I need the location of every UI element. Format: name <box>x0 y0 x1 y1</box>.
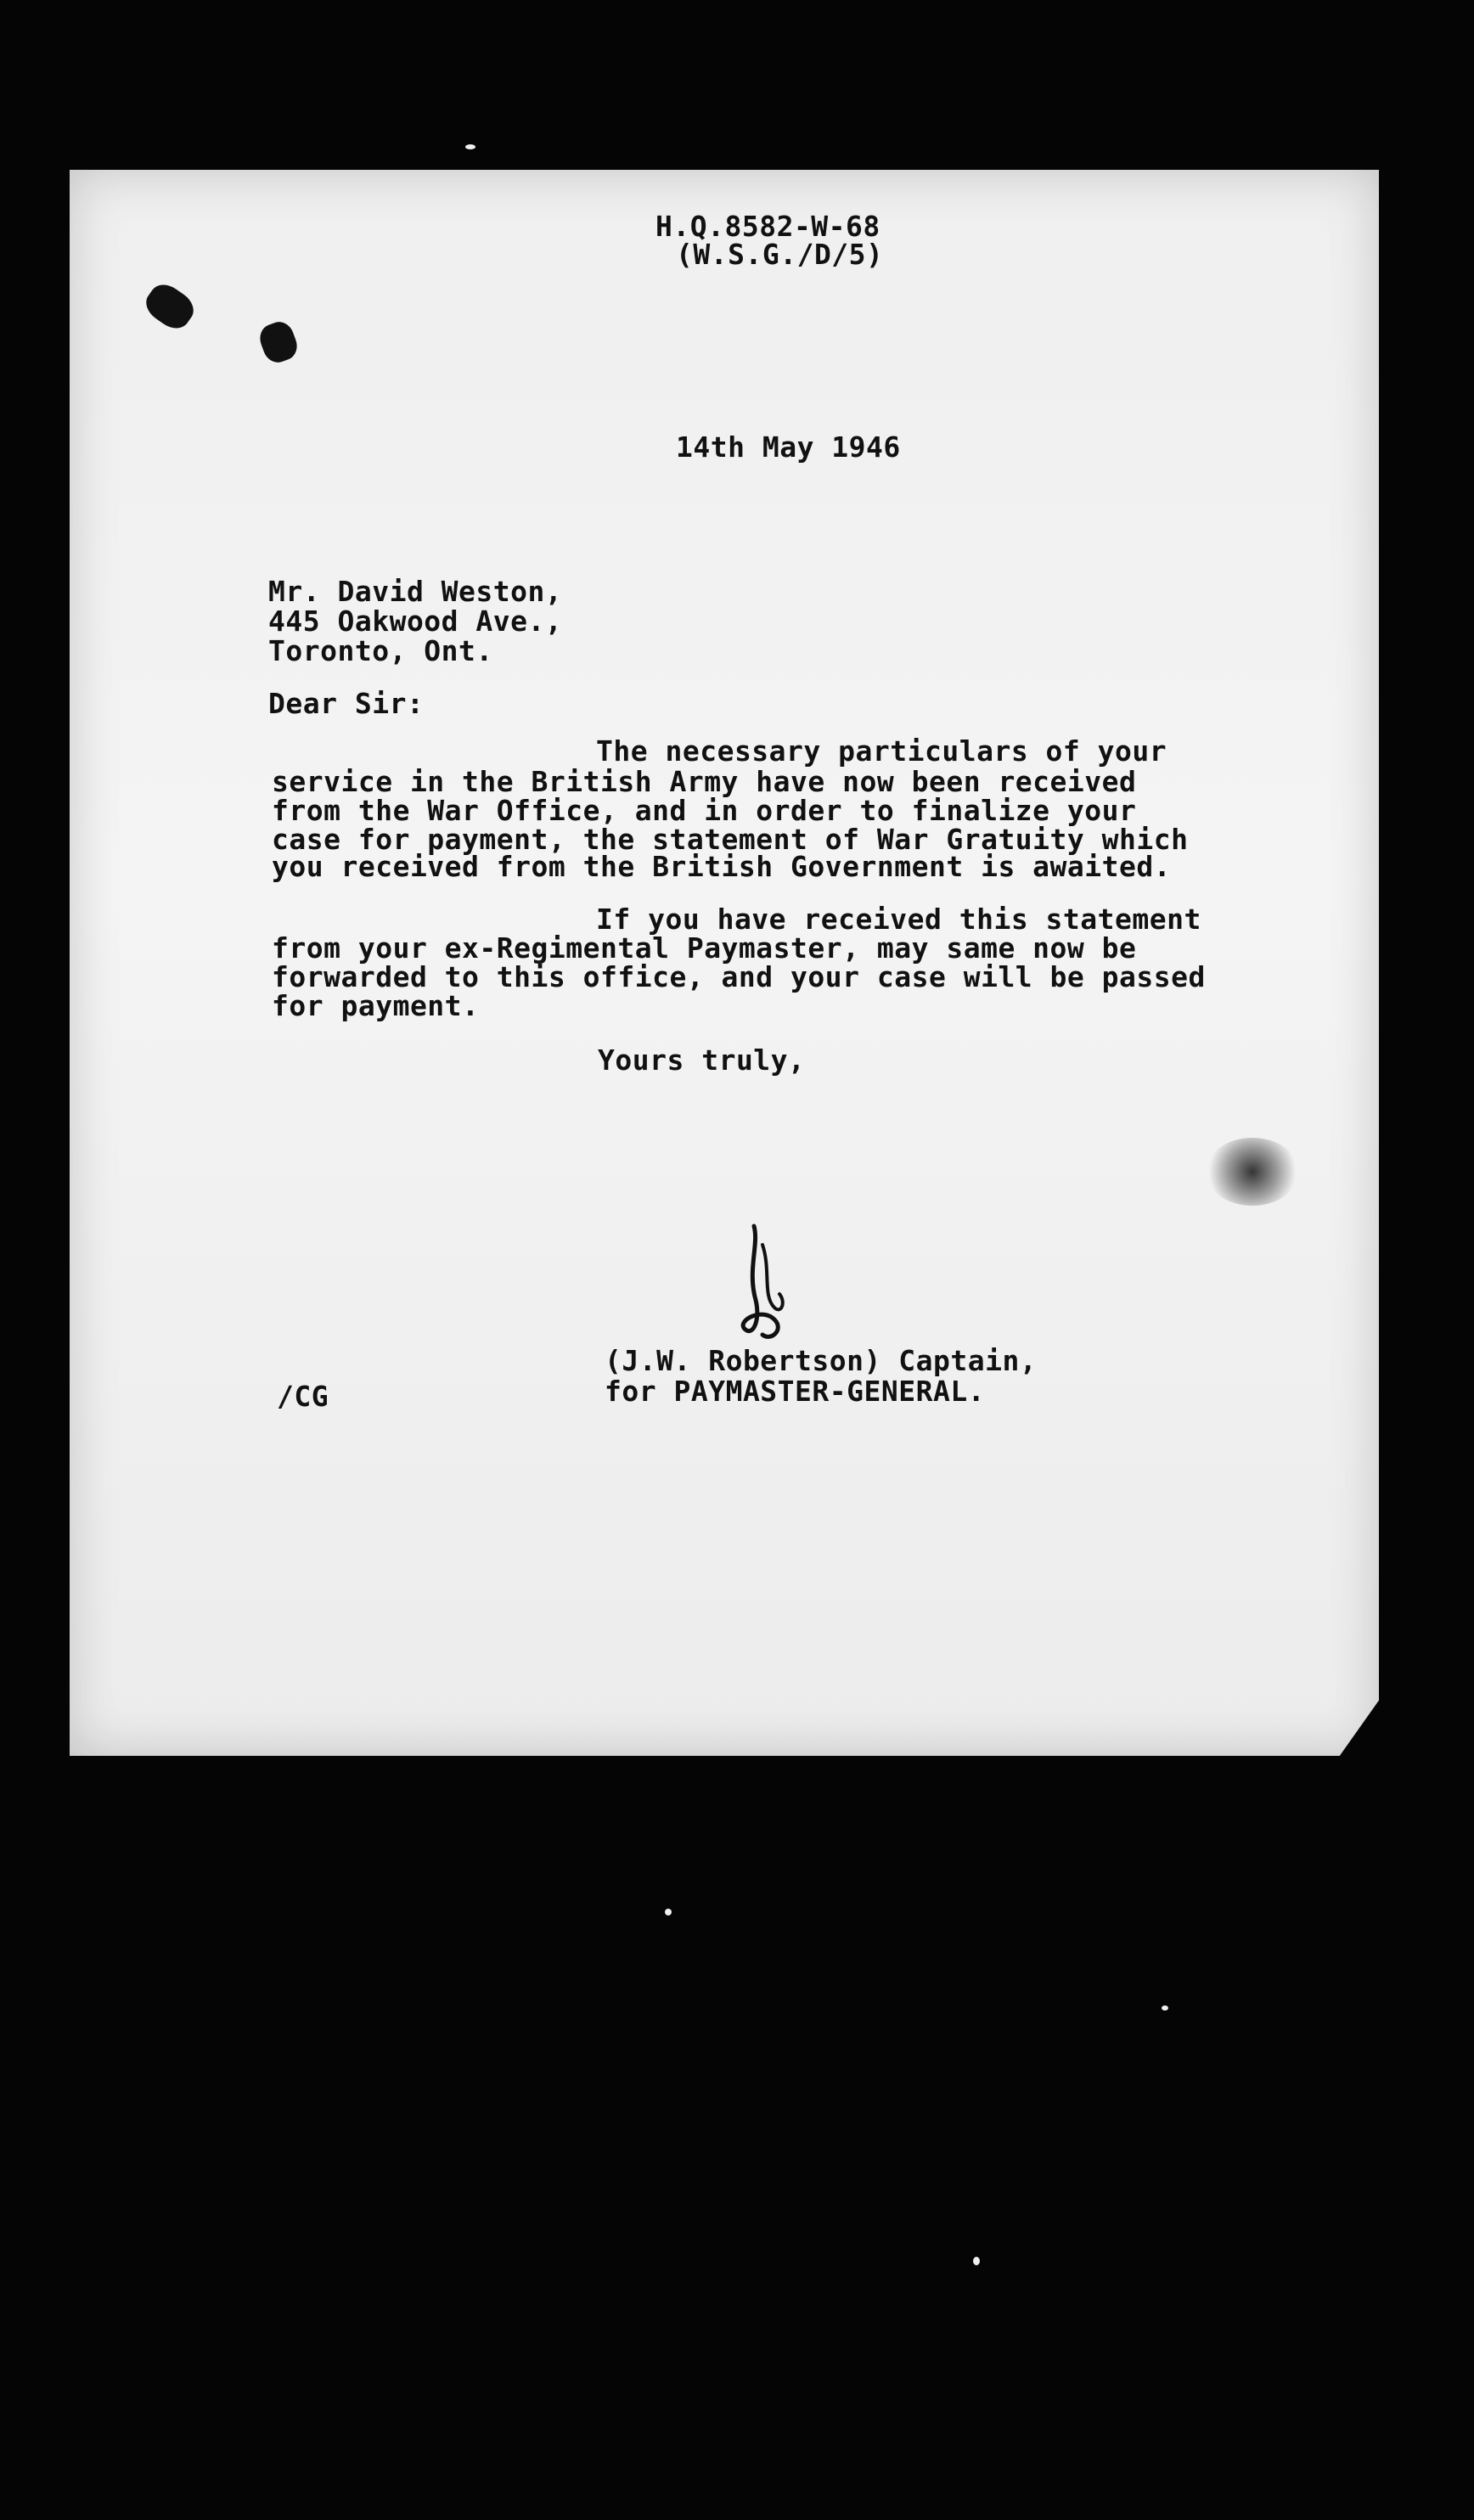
file-reference-sub: (W.S.G./D/5) <box>676 238 884 271</box>
ink-smudge <box>1206 1138 1299 1206</box>
paragraph-2-line: If you have received this statement <box>596 903 1201 936</box>
dust-speck <box>1162 2005 1168 2011</box>
paragraph-1-line: service in the British Army have now been received <box>272 765 1137 798</box>
signer-title: for PAYMASTER-GENERAL. <box>605 1375 986 1408</box>
paragraph-1-line: you received from the British Government is awaited. <box>272 850 1172 883</box>
letter-date: 14th May 1946 <box>676 430 901 464</box>
signer-name: (J.W. Robertson) Captain, <box>605 1344 1038 1377</box>
paragraph-1-line: The necessary particulars of your <box>596 734 1167 768</box>
paragraph-2-line: from your ex-Regimental Paymaster, may same now be <box>272 931 1137 965</box>
typist-initials: /CG <box>277 1380 329 1413</box>
paragraph-2-line: for payment. <box>272 989 480 1022</box>
dust-speck <box>665 1909 672 1915</box>
handwritten-signature <box>737 1219 796 1347</box>
paragraph-1-line: from the War Office, and in order to finalize your <box>272 794 1137 827</box>
paragraph-1-line: case for payment, the statement of War Gratuity which <box>272 823 1189 856</box>
dust-speck <box>973 2257 980 2265</box>
recipient-city: Toronto, Ont. <box>268 634 493 667</box>
closing: Yours truly, <box>598 1043 806 1077</box>
recipient-name: Mr. David Weston, <box>268 575 563 608</box>
file-reference: H.Q.8582-W-68 <box>655 210 880 243</box>
dust-speck <box>465 144 475 149</box>
paragraph-2-line: forwarded to this office, and your case will be passed <box>272 960 1206 993</box>
recipient-street: 445 Oakwood Ave., <box>268 605 563 638</box>
salutation: Dear Sir: <box>268 687 425 720</box>
